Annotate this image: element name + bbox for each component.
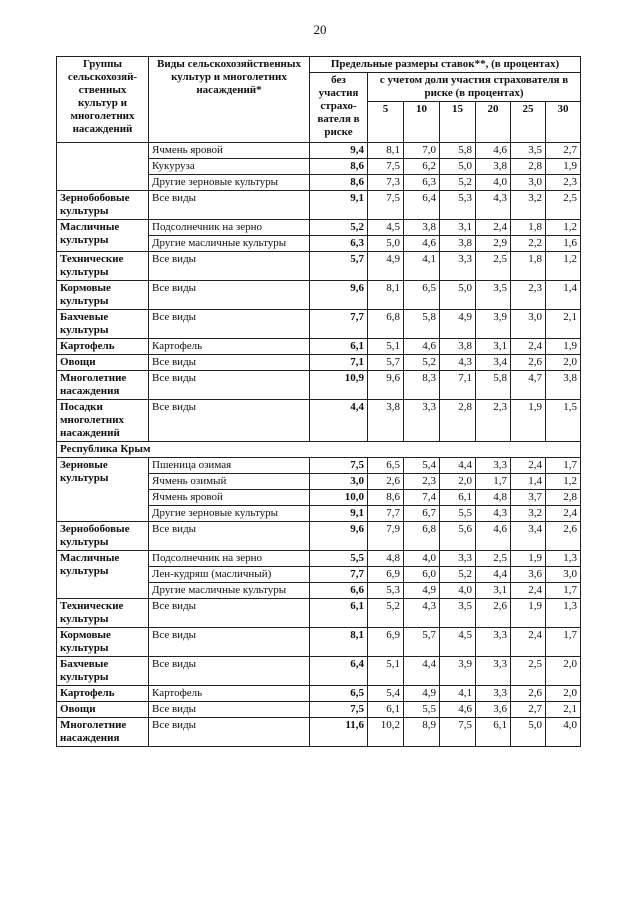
share-rate-cell: 3,5: [440, 599, 476, 628]
share-rate-cell: 3,9: [440, 657, 476, 686]
crop-group-cell: Кормовые культуры: [57, 628, 149, 657]
share-rate-cell: 2,3: [546, 175, 581, 191]
share-rate-cell: 5,6: [440, 522, 476, 551]
base-rate-cell: 6,5: [310, 686, 368, 702]
crop-kind-cell: Все виды: [149, 310, 310, 339]
share-rate-cell: 5,0: [440, 281, 476, 310]
share-rate-cell: 5,0: [440, 159, 476, 175]
share-rate-cell: 2,0: [546, 355, 581, 371]
crop-kind-cell: Картофель: [149, 339, 310, 355]
share-rate-cell: 1,9: [511, 551, 546, 567]
header-with-share: с учетом доли участия страхователя в риске (в процентах): [368, 73, 581, 102]
share-rate-cell: 1,4: [546, 281, 581, 310]
share-rate-cell: 5,2: [368, 599, 404, 628]
base-rate-cell: 7,7: [310, 567, 368, 583]
share-rate-cell: 3,8: [404, 220, 440, 236]
share-rate-cell: 7,0: [404, 143, 440, 159]
base-rate-cell: 6,6: [310, 583, 368, 599]
base-rate-cell: 5,7: [310, 252, 368, 281]
header-share: 20: [476, 102, 511, 143]
share-rate-cell: 4,5: [440, 628, 476, 657]
share-rate-cell: 6,4: [404, 191, 440, 220]
crop-group-cell: Бахчевые культуры: [57, 657, 149, 686]
share-rate-cell: 3,3: [440, 551, 476, 567]
share-rate-cell: 2,1: [546, 310, 581, 339]
crop-group-cell: Масличные культуры: [57, 220, 149, 252]
crop-group-cell: Зернобобовые культуры: [57, 191, 149, 220]
share-rate-cell: 2,7: [511, 702, 546, 718]
table-row: [57, 718, 581, 747]
share-rate-cell: 1,9: [511, 400, 546, 442]
share-rate-cell: 5,2: [440, 175, 476, 191]
table-row: [57, 310, 581, 339]
share-rate-cell: 8,1: [368, 143, 404, 159]
share-rate-cell: 8,9: [404, 718, 440, 747]
share-rate-cell: 1,3: [546, 599, 581, 628]
share-rate-cell: 10,2: [368, 718, 404, 747]
share-rate-cell: 3,7: [511, 490, 546, 506]
share-rate-cell: 3,5: [511, 143, 546, 159]
header-kinds: Виды сельскохозяйственных культур и многолетних насаждений*: [149, 57, 310, 143]
base-rate-cell: 8,6: [310, 159, 368, 175]
share-rate-cell: 7,5: [368, 191, 404, 220]
share-rate-cell: 4,6: [404, 236, 440, 252]
crop-kind-cell: Ячмень яровой: [149, 490, 310, 506]
share-rate-cell: 5,4: [368, 686, 404, 702]
share-rate-cell: 2,0: [546, 657, 581, 686]
share-rate-cell: 5,3: [440, 191, 476, 220]
crop-group-cell: Многолетние насаждения: [57, 371, 149, 400]
share-rate-cell: 1,5: [546, 400, 581, 442]
share-rate-cell: 2,2: [511, 236, 546, 252]
base-rate-cell: 8,1: [310, 628, 368, 657]
share-rate-cell: 3,0: [511, 310, 546, 339]
share-rate-cell: 6,3: [404, 175, 440, 191]
share-rate-cell: 2,4: [511, 458, 546, 474]
crop-group-cell: Овощи: [57, 702, 149, 718]
base-rate-cell: 9,6: [310, 522, 368, 551]
crop-group-cell: Многолетние насаждения: [57, 718, 149, 747]
share-rate-cell: 2,6: [476, 599, 511, 628]
crop-group-cell: Кормовые культуры: [57, 281, 149, 310]
share-rate-cell: 2,9: [476, 236, 511, 252]
base-rate-cell: 7,5: [310, 458, 368, 474]
share-rate-cell: 1,6: [546, 236, 581, 252]
share-rate-cell: 2,3: [476, 400, 511, 442]
base-rate-cell: 10,0: [310, 490, 368, 506]
region-title: Республика Крым: [57, 442, 581, 458]
crop-group-cell: Технические культуры: [57, 599, 149, 628]
share-rate-cell: 1,9: [511, 599, 546, 628]
crop-group-cell: Зернобобовые культуры: [57, 522, 149, 551]
share-rate-cell: 5,7: [404, 628, 440, 657]
share-rate-cell: 2,6: [511, 355, 546, 371]
share-rate-cell: 8,3: [404, 371, 440, 400]
share-rate-cell: 4,6: [440, 702, 476, 718]
share-rate-cell: 7,9: [368, 522, 404, 551]
share-rate-cell: 3,1: [476, 583, 511, 599]
share-rate-cell: 3,8: [440, 339, 476, 355]
share-rate-cell: 2,5: [546, 191, 581, 220]
base-rate-cell: 4,4: [310, 400, 368, 442]
share-rate-cell: 7,3: [368, 175, 404, 191]
table-row: [57, 191, 581, 220]
share-rate-cell: 7,5: [368, 159, 404, 175]
share-rate-cell: 2,4: [476, 220, 511, 236]
share-rate-cell: 3,8: [546, 371, 581, 400]
base-rate-cell: 9,1: [310, 506, 368, 522]
share-rate-cell: 4,6: [404, 339, 440, 355]
share-rate-cell: 4,6: [476, 522, 511, 551]
share-rate-cell: 3,0: [546, 567, 581, 583]
share-rate-cell: 7,7: [368, 506, 404, 522]
crop-kind-cell: Все виды: [149, 628, 310, 657]
share-rate-cell: 2,4: [511, 339, 546, 355]
base-rate-cell: 6,1: [310, 599, 368, 628]
share-rate-cell: 1,7: [476, 474, 511, 490]
share-rate-cell: 1,2: [546, 220, 581, 236]
share-rate-cell: 5,8: [476, 371, 511, 400]
base-rate-cell: 11,6: [310, 718, 368, 747]
table-row: [57, 143, 581, 159]
share-rate-cell: 6,8: [404, 522, 440, 551]
table-row: [57, 628, 581, 657]
crop-kind-cell: Подсолнечник на зерно: [149, 551, 310, 567]
crop-kind-cell: Все виды: [149, 522, 310, 551]
region-row: [57, 442, 581, 458]
crop-kind-cell: Все виды: [149, 355, 310, 371]
share-rate-cell: 4,3: [440, 355, 476, 371]
crop-group-cell: Технические культуры: [57, 252, 149, 281]
crop-kind-cell: Все виды: [149, 718, 310, 747]
share-rate-cell: 4,1: [440, 686, 476, 702]
base-rate-cell: 3,0: [310, 474, 368, 490]
page-number: 20: [313, 22, 327, 37]
share-rate-cell: 4,3: [476, 191, 511, 220]
share-rate-cell: 1,2: [546, 252, 581, 281]
header-without: без участия страхо-вателя в риске: [310, 73, 368, 143]
share-rate-cell: 4,1: [404, 252, 440, 281]
share-rate-cell: 2,7: [546, 143, 581, 159]
crop-kind-cell: Другие масличные культуры: [149, 583, 310, 599]
base-rate-cell: 8,6: [310, 175, 368, 191]
share-rate-cell: 6,1: [476, 718, 511, 747]
header-share: 25: [511, 102, 546, 143]
crop-kind-cell: Картофель: [149, 686, 310, 702]
share-rate-cell: 3,3: [440, 252, 476, 281]
crop-kind-cell: Другие масличные культуры: [149, 236, 310, 252]
share-rate-cell: 3,4: [476, 355, 511, 371]
share-rate-cell: 4,4: [476, 567, 511, 583]
base-rate-cell: 6,4: [310, 657, 368, 686]
table-row: [57, 522, 581, 551]
share-rate-cell: 5,5: [404, 702, 440, 718]
crop-kind-cell: Все виды: [149, 599, 310, 628]
share-rate-cell: 3,8: [476, 159, 511, 175]
share-rate-cell: 2,8: [546, 490, 581, 506]
share-rate-cell: 4,0: [404, 551, 440, 567]
base-rate-cell: 6,3: [310, 236, 368, 252]
share-rate-cell: 1,8: [511, 252, 546, 281]
share-rate-cell: 3,3: [476, 628, 511, 657]
share-rate-cell: 4,0: [546, 718, 581, 747]
share-rate-cell: 3,3: [476, 686, 511, 702]
share-rate-cell: 8,1: [368, 281, 404, 310]
share-rate-cell: 1,7: [546, 628, 581, 657]
share-rate-cell: 3,3: [404, 400, 440, 442]
crop-kind-cell: Другие зерновые культуры: [149, 175, 310, 191]
share-rate-cell: 4,3: [404, 599, 440, 628]
base-rate-cell: 9,1: [310, 191, 368, 220]
table-row: [57, 599, 581, 628]
share-rate-cell: 4,9: [404, 686, 440, 702]
crop-kind-cell: Ячмень яровой: [149, 143, 310, 159]
share-rate-cell: 2,6: [511, 686, 546, 702]
share-rate-cell: 4,9: [404, 583, 440, 599]
share-rate-cell: 2,3: [404, 474, 440, 490]
share-rate-cell: 5,2: [440, 567, 476, 583]
share-rate-cell: 3,8: [440, 236, 476, 252]
share-rate-cell: 6,1: [368, 702, 404, 718]
table-row: [57, 371, 581, 400]
share-rate-cell: 1,9: [546, 159, 581, 175]
share-rate-cell: 2,0: [546, 686, 581, 702]
share-rate-cell: 6,8: [368, 310, 404, 339]
share-rate-cell: 5,5: [440, 506, 476, 522]
crop-kind-cell: Подсолнечник на зерно: [149, 220, 310, 236]
share-rate-cell: 5,2: [404, 355, 440, 371]
share-rate-cell: 3,4: [511, 522, 546, 551]
share-rate-cell: 4,5: [368, 220, 404, 236]
share-rate-cell: 2,4: [511, 583, 546, 599]
crop-kind-cell: Другие зерновые культуры: [149, 506, 310, 522]
table-row: [57, 702, 581, 718]
share-rate-cell: 2,5: [476, 252, 511, 281]
share-rate-cell: 4,4: [440, 458, 476, 474]
share-rate-cell: 1,4: [511, 474, 546, 490]
share-rate-cell: 3,5: [476, 281, 511, 310]
share-rate-cell: 3,8: [368, 400, 404, 442]
share-rate-cell: 3,9: [476, 310, 511, 339]
crop-group-cell: Масличные культуры: [57, 551, 149, 599]
share-rate-cell: 5,8: [404, 310, 440, 339]
crop-kind-cell: Все виды: [149, 657, 310, 686]
table-row: [57, 220, 581, 236]
share-rate-cell: 7,4: [404, 490, 440, 506]
crop-kind-cell: Все виды: [149, 191, 310, 220]
share-rate-cell: 4,9: [440, 310, 476, 339]
share-rate-cell: 3,3: [476, 657, 511, 686]
crop-kind-cell: Лен-кудряш (масличный): [149, 567, 310, 583]
share-rate-cell: 3,2: [511, 191, 546, 220]
share-rate-cell: 9,6: [368, 371, 404, 400]
share-rate-cell: 2,6: [546, 522, 581, 551]
header-share: 5: [368, 102, 404, 143]
crop-group-cell: Картофель: [57, 339, 149, 355]
share-rate-cell: 2,8: [511, 159, 546, 175]
table-body-section-2: [57, 458, 581, 747]
share-rate-cell: 3,3: [476, 458, 511, 474]
share-rate-cell: 7,1: [440, 371, 476, 400]
base-rate-cell: 7,1: [310, 355, 368, 371]
share-rate-cell: 3,6: [476, 702, 511, 718]
share-rate-cell: 4,0: [476, 175, 511, 191]
share-rate-cell: 5,3: [368, 583, 404, 599]
share-rate-cell: 1,7: [546, 583, 581, 599]
share-rate-cell: 4,8: [368, 551, 404, 567]
share-rate-cell: 3,1: [440, 220, 476, 236]
share-rate-cell: 1,3: [546, 551, 581, 567]
share-rate-cell: 2,1: [546, 702, 581, 718]
share-rate-cell: 4,9: [368, 252, 404, 281]
share-rate-cell: 2,5: [476, 551, 511, 567]
table-row: [57, 355, 581, 371]
share-rate-cell: 5,1: [368, 657, 404, 686]
share-rate-cell: 2,8: [440, 400, 476, 442]
share-rate-cell: 3,6: [511, 567, 546, 583]
share-rate-cell: 4,7: [511, 371, 546, 400]
crop-group-cell: Овощи: [57, 355, 149, 371]
share-rate-cell: 2,4: [546, 506, 581, 522]
share-rate-cell: 1,2: [546, 474, 581, 490]
crop-kind-cell: Все виды: [149, 400, 310, 442]
share-rate-cell: 3,1: [476, 339, 511, 355]
crop-kind-cell: Пшеница озимая: [149, 458, 310, 474]
table-row: [57, 252, 581, 281]
header-share: 30: [546, 102, 581, 143]
crop-kind-cell: Кукуруза: [149, 159, 310, 175]
crop-kind-cell: Все виды: [149, 281, 310, 310]
table-body-section-1: [57, 143, 581, 442]
share-rate-cell: 3,0: [511, 175, 546, 191]
share-rate-cell: 6,9: [368, 628, 404, 657]
share-rate-cell: 6,7: [404, 506, 440, 522]
base-rate-cell: 9,4: [310, 143, 368, 159]
crop-group-cell: Картофель: [57, 686, 149, 702]
base-rate-cell: 6,1: [310, 339, 368, 355]
share-rate-cell: 2,0: [440, 474, 476, 490]
table-row: [57, 657, 581, 686]
table-row: [57, 551, 581, 567]
share-rate-cell: 4,8: [476, 490, 511, 506]
crop-kind-cell: Все виды: [149, 702, 310, 718]
share-rate-cell: 6,5: [368, 458, 404, 474]
header-share: 15: [440, 102, 476, 143]
base-rate-cell: 7,7: [310, 310, 368, 339]
rates-table: [56, 56, 581, 747]
share-rate-cell: 5,7: [368, 355, 404, 371]
base-rate-cell: 10,9: [310, 371, 368, 400]
table-row: [57, 686, 581, 702]
share-rate-cell: 3,2: [511, 506, 546, 522]
crop-group-cell: Зерновые культуры: [57, 458, 149, 522]
share-rate-cell: 6,5: [404, 281, 440, 310]
table-row: [57, 281, 581, 310]
crop-kind-cell: Все виды: [149, 371, 310, 400]
share-rate-cell: 2,4: [511, 628, 546, 657]
table-row: [57, 400, 581, 442]
base-rate-cell: 5,2: [310, 220, 368, 236]
crop-group-cell: [57, 143, 149, 191]
table-row: [57, 339, 581, 355]
share-rate-cell: 6,1: [440, 490, 476, 506]
share-rate-cell: 2,3: [511, 281, 546, 310]
table-row: [57, 458, 581, 474]
share-rate-cell: 6,2: [404, 159, 440, 175]
base-rate-cell: 5,5: [310, 551, 368, 567]
share-rate-cell: 4,6: [476, 143, 511, 159]
share-rate-cell: 5,8: [440, 143, 476, 159]
crop-group-cell: Посадки многолетних насаждений: [57, 400, 149, 442]
share-rate-cell: 1,9: [546, 339, 581, 355]
share-rate-cell: 6,0: [404, 567, 440, 583]
base-rate-cell: 9,6: [310, 281, 368, 310]
share-rate-cell: 5,0: [511, 718, 546, 747]
header-share: 10: [404, 102, 440, 143]
share-rate-cell: 4,3: [476, 506, 511, 522]
share-rate-cell: 2,5: [511, 657, 546, 686]
header-limits: Предельные размеры ставок**, (в процентах): [310, 57, 581, 73]
share-rate-cell: 6,9: [368, 567, 404, 583]
header-groups: Группы сельскохозяй-ственных культур и многолетних насаждений: [57, 57, 149, 143]
share-rate-cell: 4,4: [404, 657, 440, 686]
share-rate-cell: 5,0: [368, 236, 404, 252]
crop-kind-cell: Ячмень озимый: [149, 474, 310, 490]
base-rate-cell: 7,5: [310, 702, 368, 718]
share-rate-cell: 4,0: [440, 583, 476, 599]
share-rate-cell: 1,7: [546, 458, 581, 474]
share-rate-cell: 7,5: [440, 718, 476, 747]
share-rate-cell: 2,6: [368, 474, 404, 490]
crop-kind-cell: Все виды: [149, 252, 310, 281]
share-rate-cell: 5,4: [404, 458, 440, 474]
share-rate-cell: 5,1: [368, 339, 404, 355]
share-rate-cell: 8,6: [368, 490, 404, 506]
crop-group-cell: Бахчевые культуры: [57, 310, 149, 339]
share-rate-cell: 1,8: [511, 220, 546, 236]
